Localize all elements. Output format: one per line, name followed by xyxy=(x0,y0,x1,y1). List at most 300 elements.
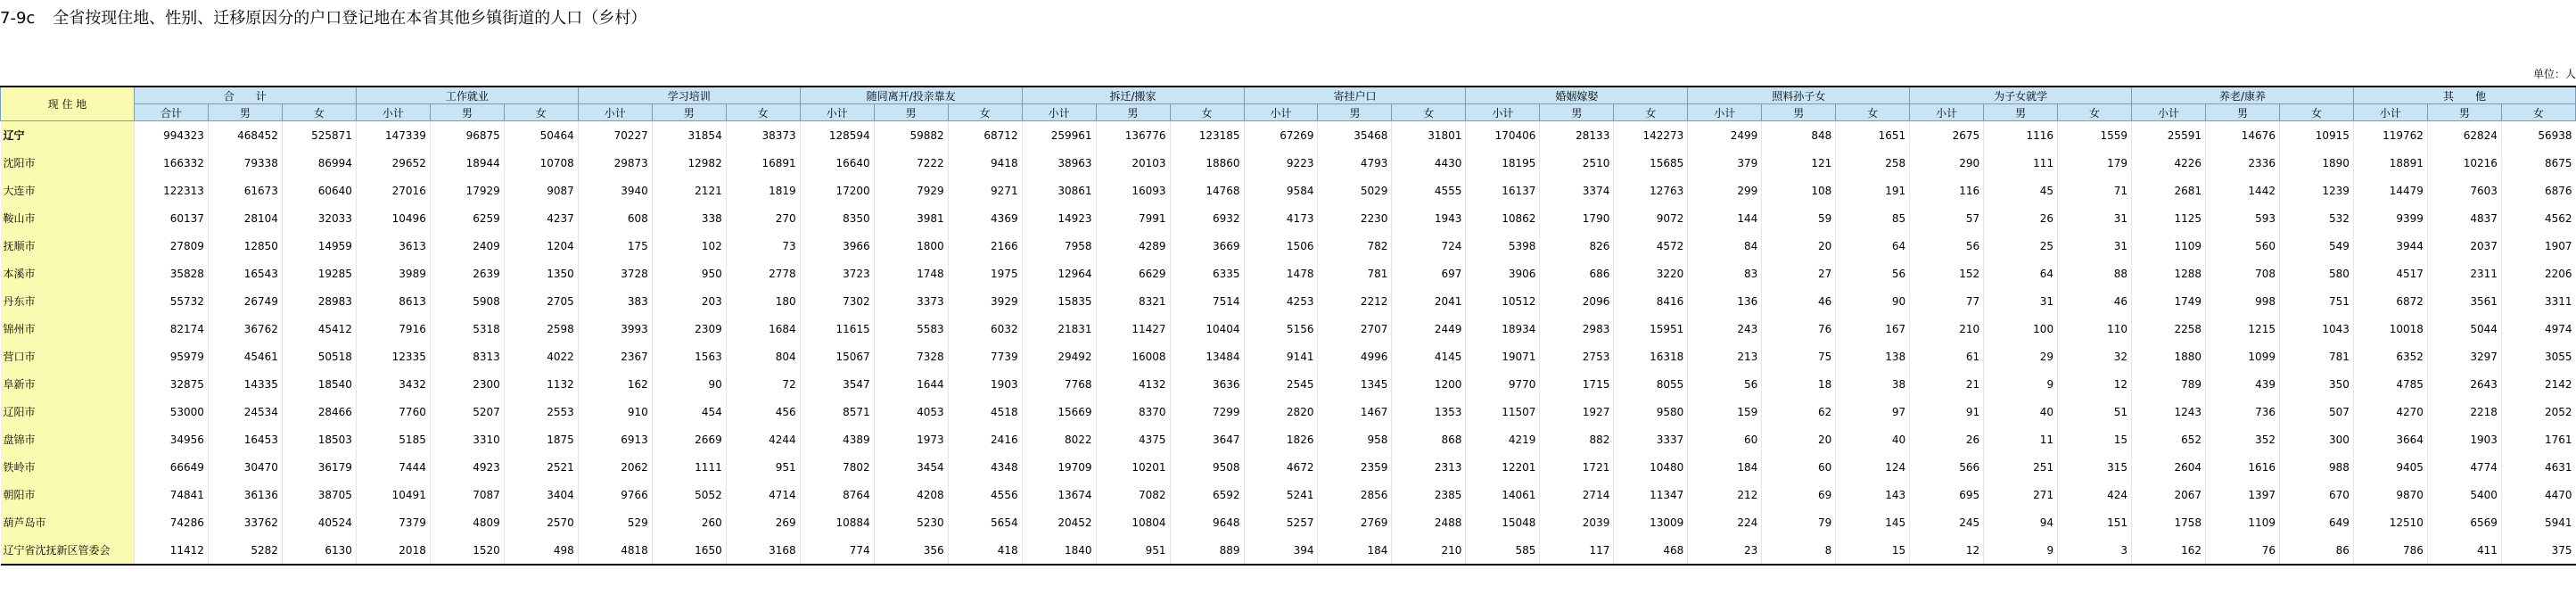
subheader-row xyxy=(1,104,2576,121)
value-cell: 69 xyxy=(1762,481,1836,508)
value-cell: 102 xyxy=(652,232,726,260)
value-cell: 14061 xyxy=(1466,481,1540,508)
value-cell: 2643 xyxy=(2427,370,2501,398)
value-cell: 30470 xyxy=(208,453,282,481)
value-cell: 12510 xyxy=(2353,508,2427,536)
value-cell: 70227 xyxy=(578,121,652,150)
value-cell: 14959 xyxy=(282,232,356,260)
region-cell: 阜新市 xyxy=(1,370,135,398)
value-cell: 10884 xyxy=(800,508,874,536)
value-cell: 21 xyxy=(1910,370,1984,398)
value-cell: 46 xyxy=(1762,287,1836,315)
region-cell: 沈阳市 xyxy=(1,149,135,177)
value-cell: 375 xyxy=(2501,536,2575,565)
value-cell: 2769 xyxy=(1318,508,1392,536)
value-cell: 5257 xyxy=(1244,508,1318,536)
value-cell: 271 xyxy=(1984,481,2058,508)
value-cell: 7328 xyxy=(874,343,948,370)
value-cell: 2416 xyxy=(948,425,1022,453)
value-cell: 7991 xyxy=(1096,204,1170,232)
value-cell: 26749 xyxy=(208,287,282,315)
value-cell: 4774 xyxy=(2427,453,2501,481)
region-cell: 营口市 xyxy=(1,343,135,370)
subheader-cell: 女 xyxy=(948,104,1022,121)
value-cell: 3310 xyxy=(430,425,504,453)
value-cell: 151 xyxy=(2058,508,2132,536)
value-cell: 2675 xyxy=(1910,121,1984,150)
value-cell: 203 xyxy=(652,287,726,315)
value-cell: 18195 xyxy=(1466,149,1540,177)
table-row xyxy=(1,343,2576,370)
table-row xyxy=(1,398,2576,425)
group-header: 为子女就学 xyxy=(1910,87,2132,104)
value-cell: 529 xyxy=(578,508,652,536)
value-cell: 18503 xyxy=(282,425,356,453)
value-cell: 299 xyxy=(1688,177,1762,204)
value-cell: 28466 xyxy=(282,398,356,425)
subheader-cell: 男 xyxy=(430,104,504,121)
value-cell: 21831 xyxy=(1022,315,1096,343)
value-cell: 4053 xyxy=(874,398,948,425)
region-cell: 丹东市 xyxy=(1,287,135,315)
value-cell: 1467 xyxy=(1318,398,1392,425)
value-cell: 3944 xyxy=(2353,232,2427,260)
value-cell: 2499 xyxy=(1688,121,1762,150)
table-body xyxy=(1,121,2576,566)
subheader-cell: 合计 xyxy=(134,104,208,121)
value-cell: 62824 xyxy=(2427,121,2501,150)
value-cell: 79338 xyxy=(208,149,282,177)
value-cell: 27 xyxy=(1762,260,1836,287)
value-cell: 950 xyxy=(652,260,726,287)
value-cell: 3636 xyxy=(1170,370,1244,398)
value-cell: 16640 xyxy=(800,149,874,177)
subheader-cell: 男 xyxy=(1096,104,1170,121)
value-cell: 5654 xyxy=(948,508,1022,536)
value-cell: 7916 xyxy=(356,315,430,343)
value-cell: 7929 xyxy=(874,177,948,204)
value-cell: 4173 xyxy=(1244,204,1318,232)
value-cell: 826 xyxy=(1540,232,1614,260)
value-cell: 55732 xyxy=(134,287,208,315)
value-cell: 566 xyxy=(1910,453,1984,481)
subheader-cell: 男 xyxy=(1540,104,1614,121)
value-cell: 2336 xyxy=(2206,149,2280,177)
value-cell: 8764 xyxy=(800,481,874,508)
value-cell: 138 xyxy=(1836,343,1910,370)
value-cell: 988 xyxy=(2279,453,2353,481)
value-cell: 1650 xyxy=(652,536,726,565)
value-cell: 5185 xyxy=(356,425,430,453)
value-cell: 1903 xyxy=(948,370,1022,398)
value-cell: 1644 xyxy=(874,370,948,398)
value-cell: 5282 xyxy=(208,536,282,565)
value-cell: 9584 xyxy=(1244,177,1318,204)
subheader-cell: 男 xyxy=(2206,104,2280,121)
value-cell: 1125 xyxy=(2132,204,2206,232)
value-cell: 8055 xyxy=(1614,370,1688,398)
value-cell: 4818 xyxy=(578,536,652,565)
value-cell: 11 xyxy=(1984,425,2058,453)
group-header: 随同离开/投亲靠友 xyxy=(800,87,1022,104)
table-row xyxy=(1,177,2576,204)
value-cell: 9087 xyxy=(504,177,578,204)
value-cell: 8022 xyxy=(1022,425,1096,453)
table-title-text: 全省按现住地、性别、迁移原因分的户口登记地在本省其他乡镇街道的人口（乡村） xyxy=(53,9,647,28)
value-cell: 4996 xyxy=(1318,343,1392,370)
value-cell: 2545 xyxy=(1244,370,1318,398)
value-cell: 10404 xyxy=(1170,315,1244,343)
value-cell: 2018 xyxy=(356,536,430,565)
value-cell: 213 xyxy=(1688,343,1762,370)
value-cell: 13009 xyxy=(1614,508,1688,536)
subheader-cell: 小计 xyxy=(800,104,874,121)
value-cell: 1109 xyxy=(2206,508,2280,536)
value-cell: 64 xyxy=(1984,260,2058,287)
value-cell: 2409 xyxy=(430,232,504,260)
value-cell: 86994 xyxy=(282,149,356,177)
value-cell: 6569 xyxy=(2427,508,2501,536)
value-cell: 16008 xyxy=(1096,343,1170,370)
value-cell: 23 xyxy=(1688,536,1762,565)
table-row xyxy=(1,260,2576,287)
value-cell: 424 xyxy=(2058,481,2132,508)
value-cell: 7299 xyxy=(1170,398,1244,425)
value-cell: 24534 xyxy=(208,398,282,425)
subheader-cell: 小计 xyxy=(578,104,652,121)
value-cell: 3989 xyxy=(356,260,430,287)
value-cell: 2488 xyxy=(1392,508,1466,536)
value-cell: 31854 xyxy=(652,121,726,150)
subheader-cell: 小计 xyxy=(1244,104,1318,121)
value-cell: 1721 xyxy=(1540,453,1614,481)
value-cell: 394 xyxy=(1244,536,1318,565)
value-cell: 6259 xyxy=(430,204,504,232)
value-cell: 4219 xyxy=(1466,425,1540,453)
value-cell: 8675 xyxy=(2501,149,2575,177)
value-cell: 10804 xyxy=(1096,508,1170,536)
value-cell: 724 xyxy=(1392,232,1466,260)
value-cell: 670 xyxy=(2279,481,2353,508)
value-cell: 1875 xyxy=(504,425,578,453)
value-cell: 10480 xyxy=(1614,453,1688,481)
value-cell: 781 xyxy=(1318,260,1392,287)
value-cell: 9508 xyxy=(1170,453,1244,481)
value-cell: 4289 xyxy=(1096,232,1170,260)
value-cell: 3374 xyxy=(1540,177,1614,204)
value-cell: 12335 xyxy=(356,343,430,370)
value-cell: 468 xyxy=(1614,536,1688,565)
subheader-cell: 男 xyxy=(1762,104,1836,121)
value-cell: 315 xyxy=(2058,453,2132,481)
value-cell: 1749 xyxy=(2132,287,2206,315)
value-cell: 10862 xyxy=(1466,204,1540,232)
value-cell: 910 xyxy=(578,398,652,425)
value-cell: 4974 xyxy=(2501,315,2575,343)
value-cell: 59882 xyxy=(874,121,948,150)
value-cell: 17929 xyxy=(430,177,504,204)
value-cell: 1116 xyxy=(1984,121,2058,150)
value-cell: 19071 xyxy=(1466,343,1540,370)
table-row xyxy=(1,370,2576,398)
value-cell: 9271 xyxy=(948,177,1022,204)
value-cell: 3723 xyxy=(800,260,874,287)
value-cell: 33762 xyxy=(208,508,282,536)
value-cell: 16891 xyxy=(726,149,800,177)
value-cell: 12964 xyxy=(1022,260,1096,287)
value-cell: 549 xyxy=(2279,232,2353,260)
value-cell: 18891 xyxy=(2353,149,2427,177)
value-cell: 10018 xyxy=(2353,315,2427,343)
value-cell: 4923 xyxy=(430,453,504,481)
value-cell: 7514 xyxy=(1170,287,1244,315)
value-cell: 74286 xyxy=(134,508,208,536)
value-cell: 40524 xyxy=(282,508,356,536)
value-cell: 6913 xyxy=(578,425,652,453)
value-cell: 79 xyxy=(1762,508,1836,536)
value-cell: 40 xyxy=(1836,425,1910,453)
value-cell: 1973 xyxy=(874,425,948,453)
value-cell: 28983 xyxy=(282,287,356,315)
value-cell: 32 xyxy=(2058,343,2132,370)
value-cell: 8370 xyxy=(1096,398,1170,425)
value-cell: 25591 xyxy=(2132,121,2206,150)
value-cell: 210 xyxy=(1392,536,1466,565)
value-cell: 4809 xyxy=(430,508,504,536)
value-cell: 8416 xyxy=(1614,287,1688,315)
value-cell: 77 xyxy=(1910,287,1984,315)
value-cell: 3373 xyxy=(874,287,948,315)
value-cell: 4714 xyxy=(726,481,800,508)
value-cell: 122313 xyxy=(134,177,208,204)
value-cell: 210 xyxy=(1910,315,1984,343)
value-cell: 786 xyxy=(2353,536,2427,565)
value-cell: 167 xyxy=(1836,315,1910,343)
value-cell: 9 xyxy=(1984,536,2058,565)
value-cell: 73 xyxy=(726,232,800,260)
value-cell: 84 xyxy=(1688,232,1762,260)
page-title xyxy=(0,5,646,29)
value-cell: 5583 xyxy=(874,315,948,343)
value-cell: 2062 xyxy=(578,453,652,481)
value-cell: 4562 xyxy=(2501,204,2575,232)
group-header: 合 计 xyxy=(134,87,356,104)
value-cell: 56938 xyxy=(2501,121,2575,150)
unit-label: 单位：人 xyxy=(2532,68,2576,80)
value-cell: 10512 xyxy=(1466,287,1540,315)
value-cell: 848 xyxy=(1762,121,1836,150)
value-cell: 2598 xyxy=(504,315,578,343)
value-cell: 4022 xyxy=(504,343,578,370)
value-cell: 8321 xyxy=(1096,287,1170,315)
value-cell: 532 xyxy=(2279,204,2353,232)
value-cell: 6592 xyxy=(1170,481,1244,508)
value-cell: 2705 xyxy=(504,287,578,315)
value-cell: 94 xyxy=(1984,508,2058,536)
value-cell: 57 xyxy=(1910,204,1984,232)
subheader-cell: 男 xyxy=(208,104,282,121)
value-cell: 97 xyxy=(1836,398,1910,425)
table-row xyxy=(1,149,2576,177)
subheader-cell: 女 xyxy=(504,104,578,121)
value-cell: 259961 xyxy=(1022,121,1096,150)
value-cell: 16453 xyxy=(208,425,282,453)
value-cell: 3297 xyxy=(2427,343,2501,370)
region-cell: 大连市 xyxy=(1,177,135,204)
value-cell: 36762 xyxy=(208,315,282,343)
value-cell: 2553 xyxy=(504,398,578,425)
value-cell: 25 xyxy=(1984,232,2058,260)
value-cell: 3220 xyxy=(1614,260,1688,287)
value-cell: 18860 xyxy=(1170,149,1244,177)
value-cell: 4518 xyxy=(948,398,1022,425)
value-cell: 3613 xyxy=(356,232,430,260)
region-cell: 抚顺市 xyxy=(1,232,135,260)
value-cell: 951 xyxy=(1096,536,1170,565)
value-cell: 3981 xyxy=(874,204,948,232)
value-cell: 2385 xyxy=(1392,481,1466,508)
value-cell: 34956 xyxy=(134,425,208,453)
value-cell: 411 xyxy=(2427,536,2501,565)
value-cell: 15685 xyxy=(1614,149,1688,177)
value-cell: 13674 xyxy=(1022,481,1096,508)
value-cell: 9223 xyxy=(1244,149,1318,177)
value-cell: 4226 xyxy=(2132,149,2206,177)
value-cell: 10915 xyxy=(2279,121,2353,150)
value-cell: 184 xyxy=(1688,453,1762,481)
value-cell: 31 xyxy=(2058,232,2132,260)
value-cell: 4837 xyxy=(2427,204,2501,232)
value-cell: 7958 xyxy=(1022,232,1096,260)
value-cell: 525871 xyxy=(282,121,356,150)
value-cell: 90 xyxy=(652,370,726,398)
value-cell: 11507 xyxy=(1466,398,1540,425)
value-cell: 2714 xyxy=(1540,481,1614,508)
table-row xyxy=(1,425,2576,453)
value-cell: 180 xyxy=(726,287,800,315)
value-cell: 782 xyxy=(1318,232,1392,260)
value-cell: 74841 xyxy=(134,481,208,508)
value-cell: 9870 xyxy=(2353,481,2427,508)
value-cell: 2230 xyxy=(1318,204,1392,232)
table-row xyxy=(1,508,2576,536)
value-cell: 2669 xyxy=(652,425,726,453)
value-cell: 26 xyxy=(1910,425,1984,453)
value-cell: 116 xyxy=(1910,177,1984,204)
value-cell: 10201 xyxy=(1096,453,1170,481)
value-cell: 4785 xyxy=(2353,370,2427,398)
population-table xyxy=(0,86,2576,566)
table-row xyxy=(1,453,2576,481)
value-cell: 1790 xyxy=(1540,204,1614,232)
value-cell: 15951 xyxy=(1614,315,1688,343)
value-cell: 4672 xyxy=(1244,453,1318,481)
value-cell: 28104 xyxy=(208,204,282,232)
value-cell: 51 xyxy=(2058,398,2132,425)
value-cell: 166332 xyxy=(134,149,208,177)
region-cell: 辽阳市 xyxy=(1,398,135,425)
value-cell: 2707 xyxy=(1318,315,1392,343)
value-cell: 4555 xyxy=(1392,177,1466,204)
value-cell: 1109 xyxy=(2132,232,2206,260)
value-cell: 5230 xyxy=(874,508,948,536)
value-cell: 32875 xyxy=(134,370,208,398)
value-cell: 507 xyxy=(2279,398,2353,425)
value-cell: 111 xyxy=(1984,149,2058,177)
value-cell: 560 xyxy=(2206,232,2280,260)
value-cell: 60 xyxy=(1688,425,1762,453)
value-cell: 3432 xyxy=(356,370,430,398)
subheader-cell: 男 xyxy=(1984,104,2058,121)
value-cell: 38373 xyxy=(726,121,800,150)
region-cell: 辽宁省沈抚新区管委会 xyxy=(1,536,135,565)
value-cell: 1880 xyxy=(2132,343,2206,370)
value-cell: 61 xyxy=(1910,343,1984,370)
subheader-cell: 女 xyxy=(2279,104,2353,121)
value-cell: 2309 xyxy=(652,315,726,343)
value-cell: 3404 xyxy=(504,481,578,508)
group-header-row xyxy=(1,87,2576,104)
value-cell: 350 xyxy=(2279,370,2353,398)
value-cell: 2753 xyxy=(1540,343,1614,370)
value-cell: 6872 xyxy=(2353,287,2427,315)
subheader-cell: 男 xyxy=(2427,104,2501,121)
value-cell: 2041 xyxy=(1392,287,1466,315)
region-cell: 葫芦岛市 xyxy=(1,508,135,536)
value-cell: 290 xyxy=(1910,149,1984,177)
value-cell: 76 xyxy=(1762,315,1836,343)
value-cell: 1243 xyxy=(2132,398,2206,425)
value-cell: 1826 xyxy=(1244,425,1318,453)
subheader-cell: 女 xyxy=(1836,104,1910,121)
table-row xyxy=(1,287,2576,315)
value-cell: 82174 xyxy=(134,315,208,343)
value-cell: 958 xyxy=(1318,425,1392,453)
value-cell: 6629 xyxy=(1096,260,1170,287)
value-cell: 119762 xyxy=(2353,121,2427,150)
value-cell: 2570 xyxy=(504,508,578,536)
value-cell: 128594 xyxy=(800,121,874,150)
value-cell: 28133 xyxy=(1540,121,1614,150)
region-cell: 本溪市 xyxy=(1,260,135,287)
value-cell: 245 xyxy=(1910,508,1984,536)
value-cell: 3929 xyxy=(948,287,1022,315)
value-cell: 5207 xyxy=(430,398,504,425)
value-cell: 4208 xyxy=(874,481,948,508)
value-cell: 60640 xyxy=(282,177,356,204)
value-cell: 29873 xyxy=(578,149,652,177)
value-cell: 951 xyxy=(726,453,800,481)
value-cell: 3168 xyxy=(726,536,800,565)
value-cell: 1758 xyxy=(2132,508,2206,536)
value-cell: 3906 xyxy=(1466,260,1540,287)
value-cell: 5908 xyxy=(430,287,504,315)
value-cell: 86 xyxy=(2279,536,2353,565)
value-cell: 9405 xyxy=(2353,453,2427,481)
value-cell: 35828 xyxy=(134,260,208,287)
value-cell: 251 xyxy=(1984,453,2058,481)
subheader-cell: 小计 xyxy=(1688,104,1762,121)
value-cell: 4253 xyxy=(1244,287,1318,315)
value-cell: 20452 xyxy=(1022,508,1096,536)
value-cell: 15835 xyxy=(1022,287,1096,315)
value-cell: 1132 xyxy=(504,370,578,398)
value-cell: 12763 xyxy=(1614,177,1688,204)
value-cell: 270 xyxy=(726,204,800,232)
value-cell: 1043 xyxy=(2279,315,2353,343)
group-header: 学习培训 xyxy=(578,87,800,104)
value-cell: 468452 xyxy=(208,121,282,150)
